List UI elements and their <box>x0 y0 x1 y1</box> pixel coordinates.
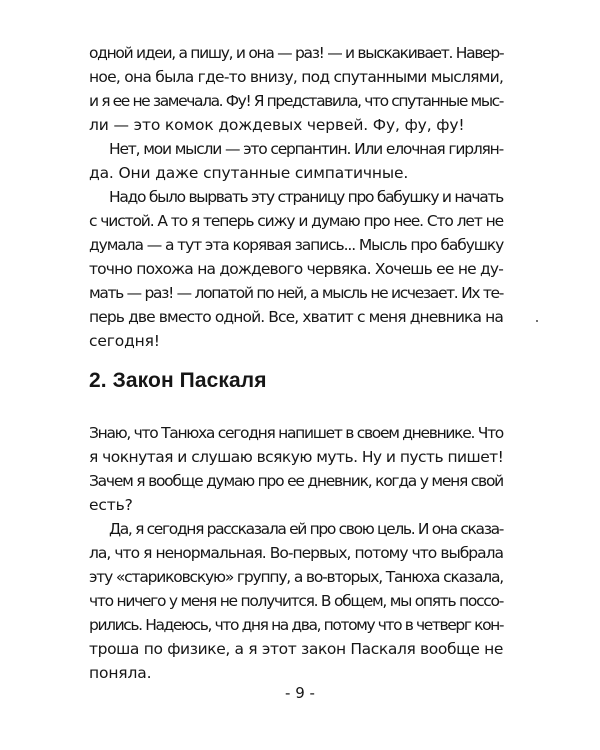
scan-speck <box>536 320 538 322</box>
text-line: Знаю, что Танюха сегодня напишет в своем дневнике. Что <box>89 424 503 442</box>
text-line: с чистой. А то я теперь сижу и думаю про нее. Сто лет не <box>89 212 503 230</box>
text-line: Нет, мои мысли — это серпантин. Или елочная гирлян- <box>109 140 503 158</box>
text-line: да. Они даже спутанные симпатичные. <box>89 164 409 182</box>
text-line: троша по физике, а я этот закон Паскаля вообще не <box>89 640 503 658</box>
text-line: точно похожа на дождевого червяка. Хочешь ее не ду- <box>89 260 503 278</box>
text-line: поняла. <box>89 664 152 682</box>
text-line: и я ее не замечала. Фу! Я представила, что спутанные мыс- <box>89 92 503 110</box>
text-line: Да, я сегодня рассказала ей про свою цель. И она сказа- <box>109 520 503 538</box>
text-line: одной идеи, а пишу, и она — раз! — и выскакивает. Навер- <box>89 44 504 62</box>
text-line: рились. Надеюсь, что дня на два, потому что в четверг кон- <box>89 616 504 634</box>
page-number: - 9 - <box>285 684 315 702</box>
text-line: я чокнутая и слушаю всякую муть. Ну и пусть пишет! <box>89 448 504 466</box>
text-line: думала — а тут эта корявая запись... Мысль про бабушку <box>89 236 504 254</box>
text-line: мать — раз! — лопатой по ней, а мысль не исчезает. Их те- <box>89 284 503 302</box>
text-line: Надо было вырвать эту страницу про бабушку и начать <box>109 188 503 206</box>
text-line: ное, она была где-то внизу, под спутанными мыслями, <box>89 68 504 86</box>
text-line: ла, что я ненормальная. Во-первых, потому что выбрала <box>89 544 503 562</box>
section-heading: 2. Закон Паскаля <box>89 369 267 392</box>
text-line: сегодня! <box>89 332 160 350</box>
text-line: перь две вместо одной. Все, хватит с меня дневника на <box>89 308 503 326</box>
text-line: эту «стариковскую» группу, а во-вторых, Танюха сказала, <box>89 568 503 586</box>
text-line: ли — это комок дождевых червей. Фу, фу, фу! <box>89 116 465 134</box>
text-line: есть? <box>89 496 133 514</box>
text-line: что ничего у меня не получится. В общем, мы опять поссо- <box>89 592 503 610</box>
text-line: Зачем я вообще думаю про ее дневник, когда у меня свой <box>89 472 503 490</box>
